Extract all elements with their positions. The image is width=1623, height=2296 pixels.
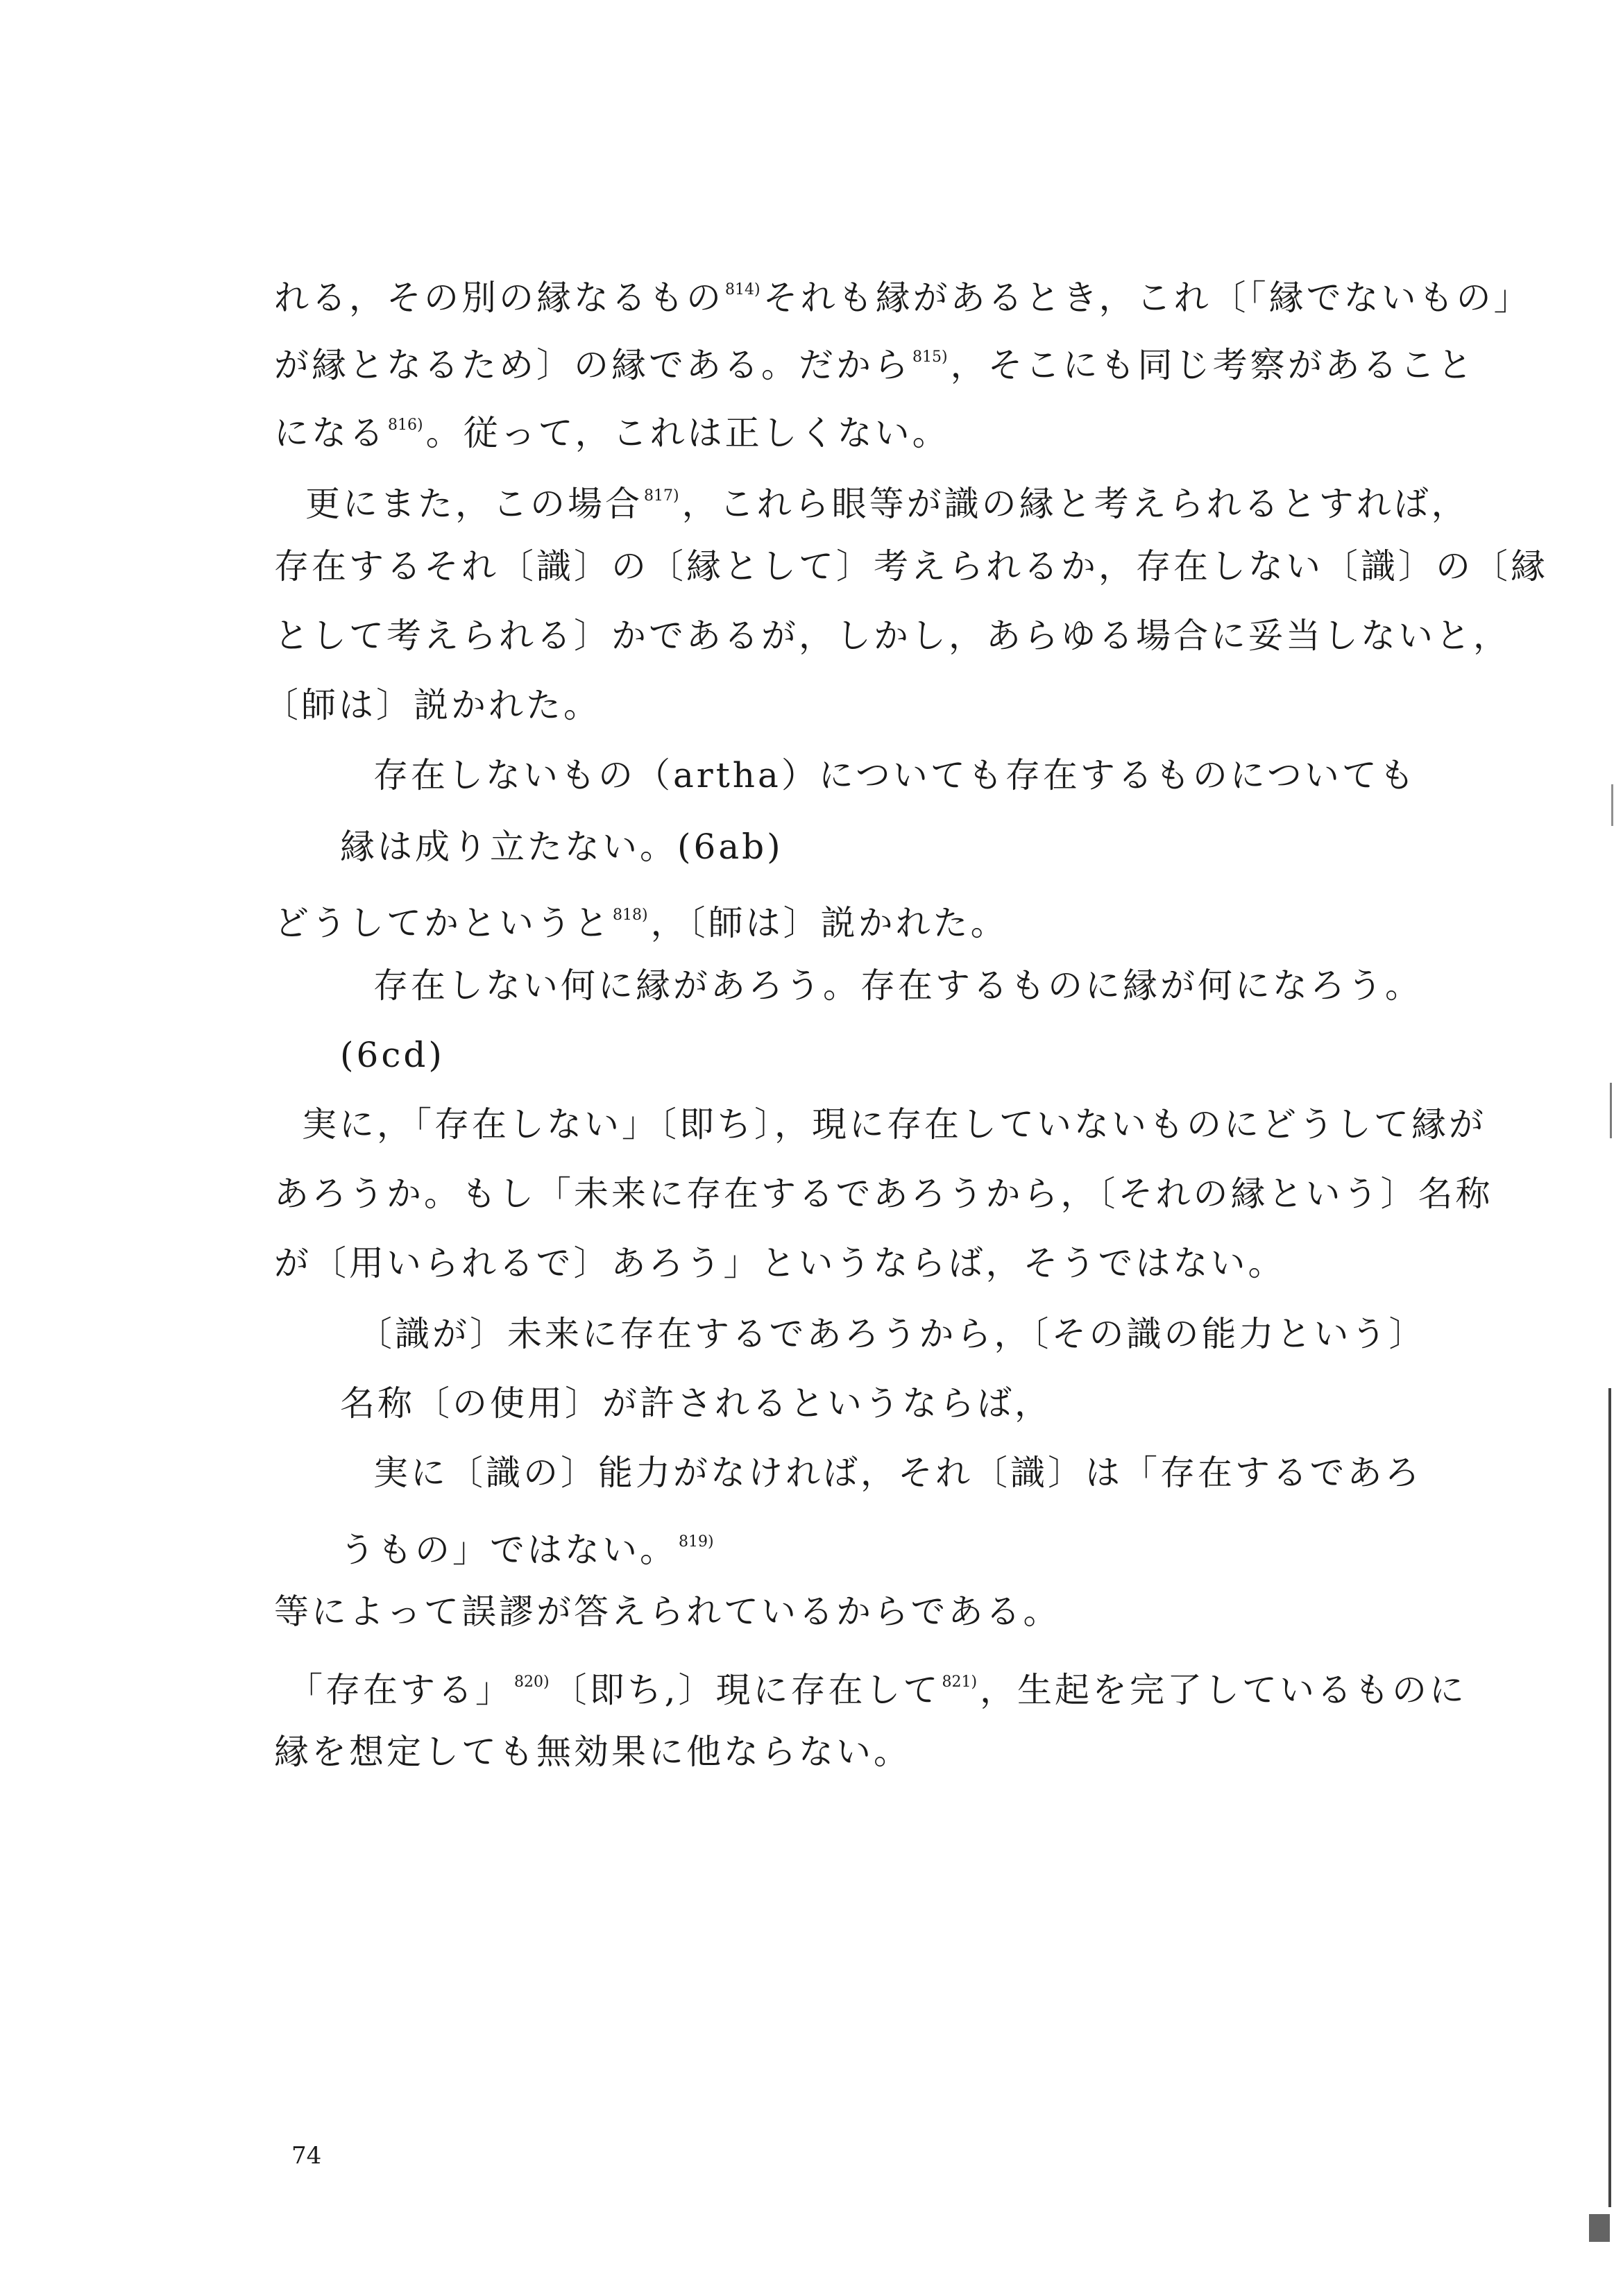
text-line (274, 405, 950, 454)
footnote-ref: 816) (388, 416, 423, 434)
text-segment: 〔師は〕説かれた。 (264, 685, 601, 725)
text-segment: どうしてかというと (274, 903, 611, 943)
text-segment: になる (274, 413, 386, 453)
text-line (373, 965, 1422, 1006)
text-segment: が縁となるため〕の縁である。だから (274, 345, 911, 385)
footnote-ref: 815) (912, 348, 948, 366)
text-line (340, 1521, 717, 1571)
page-number: 74 (291, 2142, 322, 2170)
text-line (373, 754, 1417, 796)
text-line (305, 475, 1469, 525)
text-segment: 存在するそれ〔識〕の〔縁として〕考えられるか，存在しない〔識〕の〔縁 (274, 546, 1548, 586)
text-segment: (6cd) (340, 1035, 445, 1075)
text-line (340, 1383, 1052, 1424)
text-segment: 〔識が〕未来に存在するであろうから，〔その識の能力という〕 (357, 1314, 1427, 1354)
text-segment: れる，その別の縁なるもの (274, 278, 724, 318)
text-line (274, 269, 1531, 319)
text-line (274, 546, 1548, 587)
footnote-ref: 814) (725, 281, 760, 298)
text-segment: 存在しないもの（artha）についても存在するものについても (373, 755, 1417, 795)
text-line (357, 1313, 1427, 1355)
text-segment: 縁を想定しても無効果に他ならない。 (274, 1732, 911, 1772)
text-line (274, 337, 1475, 386)
text-segment: うもの」ではない。 (340, 1530, 677, 1570)
text-segment: 更にまた，この場合 (305, 484, 643, 524)
footnote-ref: 817) (644, 487, 679, 505)
text-line (274, 1591, 1061, 1632)
text-segment: 「存在する」 (288, 1670, 513, 1710)
scan-edge-mark (1589, 2214, 1610, 2242)
text-line (274, 615, 1511, 657)
text-line (274, 1173, 1493, 1215)
text-line (274, 1731, 911, 1773)
footnote-ref: 818) (613, 906, 648, 924)
scan-edge-mark (1608, 1388, 1611, 2207)
text-line (302, 1104, 1486, 1145)
footnote-ref: 819) (679, 1533, 714, 1551)
text-line (264, 684, 601, 726)
text-segment: 存在しない何に縁があろう。存在するものに縁が何になろう。 (373, 965, 1422, 1006)
footnote-ref: 820) (514, 1673, 550, 1691)
text-segment: 〔即ち,〕現に存在して (552, 1670, 941, 1710)
scan-edge-mark (1610, 1083, 1612, 1138)
text-segment: 等によって誤謬が答えられているからである。 (274, 1592, 1061, 1632)
text-segment: ，そこにも同じ考察があること (950, 345, 1475, 385)
text-segment: それも縁があるとき，これ〔「縁でないもの」 (763, 278, 1531, 318)
text-line (340, 1034, 445, 1076)
text-segment: 。従って，これは正しくない。 (425, 413, 950, 453)
text-segment: 縁は成り立たない。(6ab) (340, 827, 783, 867)
text-segment: あろうか。もし「未来に存在するであろうから，〔それの縁という〕名称 (274, 1174, 1493, 1214)
scan-edge-mark (1611, 784, 1613, 826)
text-segment: ，生起を完了しているものに (980, 1670, 1468, 1710)
text-line (288, 1662, 1467, 1711)
footnote-ref: 821) (942, 1673, 978, 1691)
text-segment: 実に，「存在しない」〔即ち〕，現に存在していないものにどうして縁が (302, 1104, 1486, 1145)
text-segment: が〔用いられるで〕あろう」というならば，そうではない。 (274, 1243, 1286, 1283)
text-segment: 実に〔識の〕能力がなければ，それ〔識〕は「存在するであろ (373, 1453, 1422, 1493)
text-line (340, 826, 783, 868)
text-segment: として考えられる〕かであるが，しかし，あらゆる場合に妥当しないと， (274, 616, 1511, 656)
text-segment: ，これら眼等が識の縁と考えられるとすれば， (681, 484, 1469, 524)
text-line (274, 895, 1008, 944)
text-segment: 名称〔の使用〕が許されるというならば， (340, 1383, 1052, 1424)
text-line (373, 1452, 1422, 1494)
text-line (274, 1242, 1286, 1284)
text-segment: ，〔師は〕説かれた。 (650, 903, 1008, 943)
